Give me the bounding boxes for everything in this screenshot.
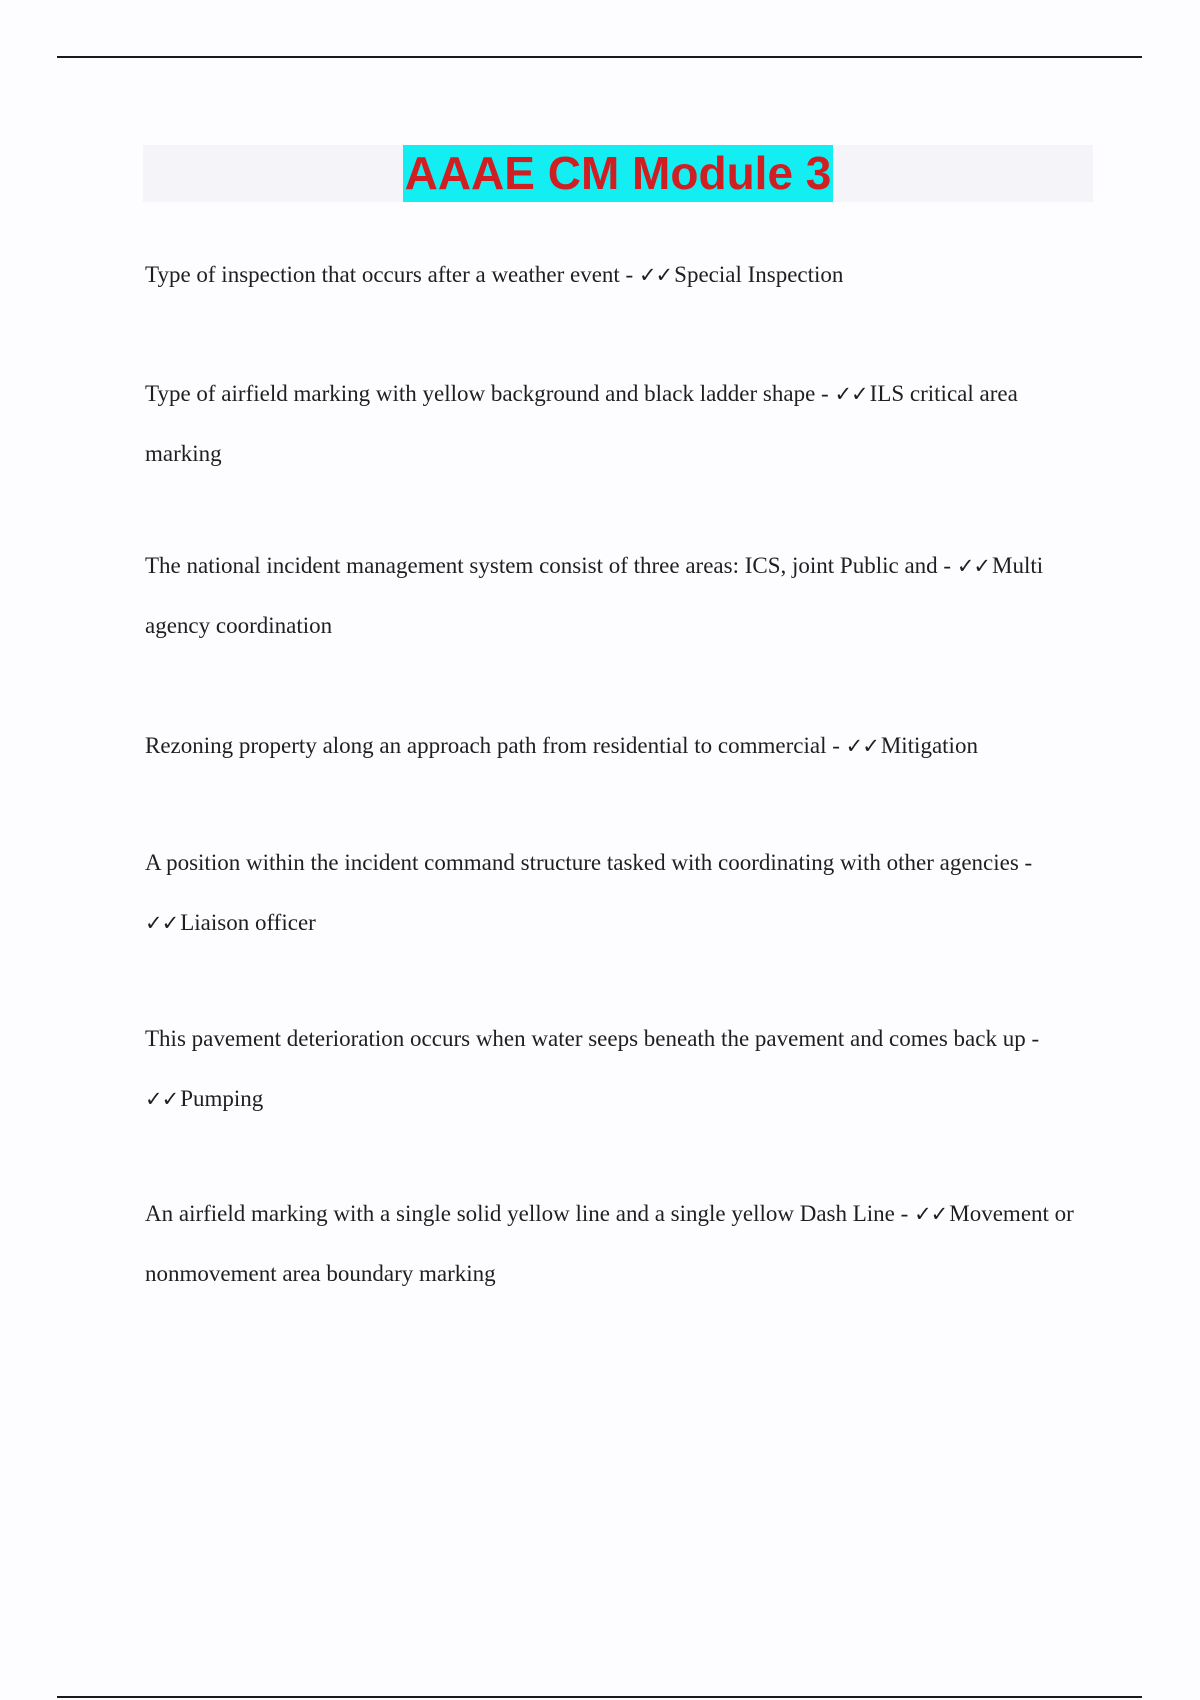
check-icon: ✓✓ <box>956 554 991 578</box>
title-band <box>143 145 1093 202</box>
answer-text: Special Inspection <box>674 262 844 287</box>
question-text: This pavement deterioration occurs when water seeps beneath the pavement and comes back up - <box>145 1026 1040 1051</box>
qa-item <box>145 536 1095 656</box>
check-icon: ✓✓ <box>638 263 673 287</box>
qa-item <box>145 1009 1095 1129</box>
answer-text: Mitigation <box>880 733 978 758</box>
answer-text: Movement or nonmovement area boundary marking <box>145 1201 1074 1286</box>
check-icon: ✓✓ <box>914 1202 948 1226</box>
footer-rule <box>57 1696 1142 1698</box>
qa-item <box>145 716 1095 776</box>
check-icon: ✓✓ <box>845 734 879 758</box>
check-icon: ✓✓ <box>834 382 868 406</box>
header-rule <box>57 56 1142 58</box>
question-text: Type of airfield marking with yellow background and black ladder shape - <box>145 381 829 406</box>
qa-item <box>145 364 1095 484</box>
document-title: AAAE CM Module 3 <box>403 145 834 202</box>
answer-text: Liaison officer <box>180 910 316 935</box>
qa-item <box>145 833 1095 953</box>
answer-text: Pumping <box>180 1086 264 1111</box>
question-text: A position within the incident command structure tasked with coordinating with other agencies - <box>145 850 1033 875</box>
question-text: Rezoning property along an approach path from residential to commercial - <box>145 733 840 758</box>
check-icon: ✓✓ <box>145 1087 179 1111</box>
qa-item <box>145 245 1095 305</box>
answer-text: Multi agency coordination <box>145 553 1044 638</box>
qa-item <box>145 1184 1095 1304</box>
check-icon: ✓✓ <box>145 911 179 935</box>
question-text: An airfield marking with a single solid yellow line and a single yellow Dash Line - <box>145 1201 909 1226</box>
answer-text: ILS critical area marking <box>145 381 1018 466</box>
question-text: Type of inspection that occurs after a weather event - <box>145 262 634 287</box>
question-text: The national incident management system consist of three areas: ICS, joint Public and - <box>145 553 952 578</box>
